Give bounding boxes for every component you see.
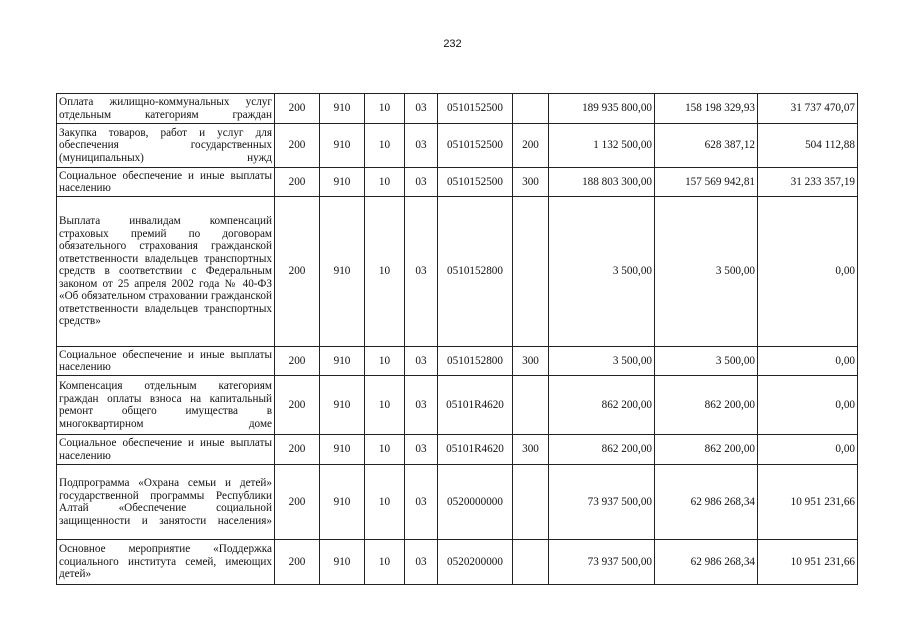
row-code-1: 200 [275,465,320,540]
row-target-code: 0510152500 [438,94,513,124]
row-executed: 628 387,12 [655,124,758,168]
row-expense-type: 300 [513,435,549,465]
row-plan: 188 803 300,00 [549,168,655,197]
row-code-3: 10 [365,168,405,197]
row-target-code: 0520000000 [438,465,513,540]
row-expense-type [513,94,549,124]
row-expense-type [513,540,549,585]
row-plan: 189 935 800,00 [549,94,655,124]
row-name: Социальное обеспечение и иные выплаты населению [57,168,275,197]
row-code-2: 910 [320,124,365,168]
row-code-2: 910 [320,465,365,540]
row-plan: 862 200,00 [549,376,655,435]
row-expense-type [513,197,549,347]
table-row [57,376,858,435]
row-plan: 3 500,00 [549,197,655,347]
row-executed: 862 200,00 [655,435,758,465]
row-plan: 73 937 500,00 [549,540,655,585]
row-code-4: 03 [405,94,438,124]
row-expense-type [513,376,549,435]
row-remainder: 10 951 231,66 [758,540,858,585]
row-code-4: 03 [405,435,438,465]
row-executed: 62 986 268,34 [655,540,758,585]
row-code-1: 200 [275,540,320,585]
page-number: 232 [443,38,462,50]
row-code-2: 910 [320,435,365,465]
row-remainder: 0,00 [758,376,858,435]
row-code-1: 200 [275,124,320,168]
row-name: Основное мероприятие «Поддержка социального института семей, имеющих детей» [57,540,275,585]
row-plan: 73 937 500,00 [549,465,655,540]
row-plan: 862 200,00 [549,435,655,465]
row-expense-type: 300 [513,347,549,376]
row-target-code: 0510152800 [438,197,513,347]
row-expense-type: 300 [513,168,549,197]
row-target-code: 05101R4620 [438,435,513,465]
row-name: Социальное обеспечение и иные выплаты населению [57,435,275,465]
row-target-code: 0510152500 [438,124,513,168]
table-row [57,540,858,585]
row-code-2: 910 [320,168,365,197]
row-code-1: 200 [275,94,320,124]
row-code-2: 910 [320,540,365,585]
row-code-1: 200 [275,376,320,435]
table-row [57,124,858,168]
row-code-2: 910 [320,197,365,347]
row-remainder: 10 951 231,66 [758,465,858,540]
row-expense-type [513,465,549,540]
row-code-2: 910 [320,376,365,435]
row-code-3: 10 [365,94,405,124]
row-code-4: 03 [405,168,438,197]
table-row [57,168,858,197]
row-code-4: 03 [405,540,438,585]
row-executed: 3 500,00 [655,347,758,376]
row-code-2: 910 [320,347,365,376]
table-row [57,465,858,540]
row-code-1: 200 [275,347,320,376]
row-code-4: 03 [405,197,438,347]
row-code-3: 10 [365,435,405,465]
row-code-3: 10 [365,124,405,168]
budget-table [56,93,858,585]
row-code-1: 200 [275,435,320,465]
row-executed: 3 500,00 [655,197,758,347]
row-expense-type: 200 [513,124,549,168]
row-executed: 62 986 268,34 [655,465,758,540]
row-name: Подпрограмма «Охрана семьи и детей» государственной программы Республики Алтай «Обеспечение социальной защищенности и занятости населения» [57,465,275,540]
row-name: Компенсация отдельным категориям граждан оплаты взноса на капитальный ремонт общего имущества в многоквартирном доме [57,376,275,435]
table-row [57,197,858,347]
row-code-3: 10 [365,465,405,540]
table-row [57,347,858,376]
row-target-code: 05101R4620 [438,376,513,435]
row-executed: 157 569 942,81 [655,168,758,197]
row-code-3: 10 [365,540,405,585]
row-code-4: 03 [405,465,438,540]
row-name: Закупка товаров, работ и услуг для обеспечения государственных (муниципальных) нужд [57,124,275,168]
row-target-code: 0510152500 [438,168,513,197]
table-row [57,94,858,124]
row-code-4: 03 [405,124,438,168]
row-remainder: 0,00 [758,347,858,376]
row-code-4: 03 [405,347,438,376]
row-target-code: 0520200000 [438,540,513,585]
row-executed: 862 200,00 [655,376,758,435]
row-name: Оплата жилищно-коммунальных услуг отдельным категориям граждан [57,94,275,124]
row-remainder: 0,00 [758,435,858,465]
row-name: Выплата инвалидам компенсаций страховых премий по договорам обязательного страхования гражданской ответственности владельцев транспортных средств в соответствии с Федеральным законом от 25 апреля 2002 года № 40-ФЗ «Об обязательном страховании гражданской ответственности владельцев транспортных средств» [57,197,275,347]
row-remainder: 504 112,88 [758,124,858,168]
row-code-2: 910 [320,94,365,124]
row-remainder: 31 737 470,07 [758,94,858,124]
row-plan: 3 500,00 [549,347,655,376]
row-code-3: 10 [365,197,405,347]
row-name: Социальное обеспечение и иные выплаты населению [57,347,275,376]
row-target-code: 0510152800 [438,347,513,376]
row-code-3: 10 [365,347,405,376]
row-code-4: 03 [405,376,438,435]
row-remainder: 31 233 357,19 [758,168,858,197]
row-remainder: 0,00 [758,197,858,347]
row-plan: 1 132 500,00 [549,124,655,168]
row-code-1: 200 [275,197,320,347]
table-row [57,435,858,465]
row-executed: 158 198 329,93 [655,94,758,124]
row-code-3: 10 [365,376,405,435]
row-code-1: 200 [275,168,320,197]
